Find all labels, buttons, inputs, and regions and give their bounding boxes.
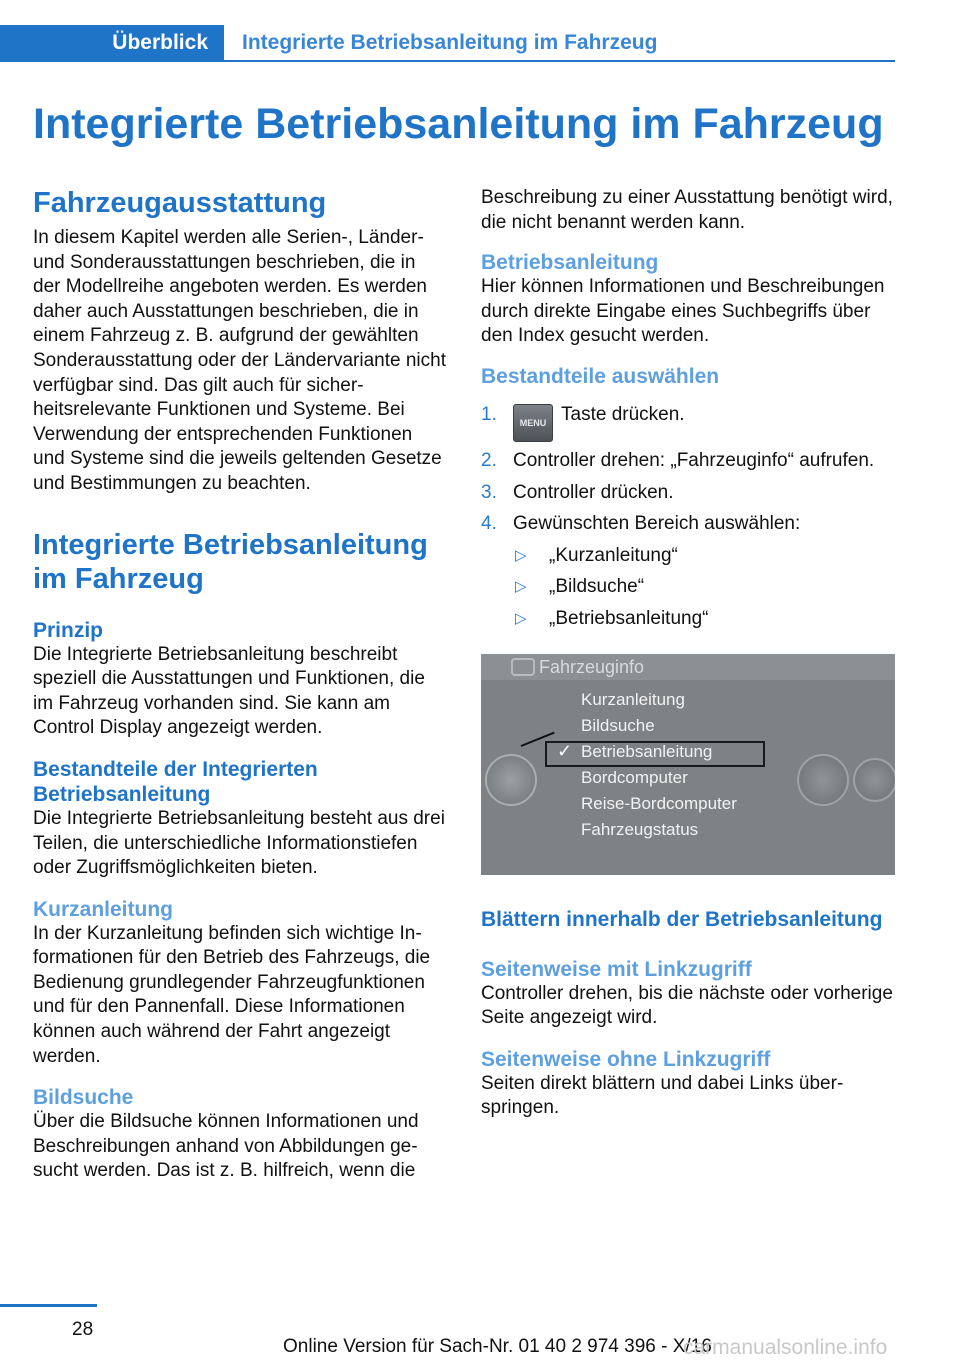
menu-button-icon: MENU <box>513 404 553 442</box>
heading-blaettern: Blättern innerhalb der Betriebsanleitung <box>481 907 883 931</box>
triangle-bullet-icon: ▷ <box>515 578 527 596</box>
control-display-screenshot <box>481 654 895 875</box>
step-number: 2. <box>481 449 497 471</box>
car-info-icon <box>511 658 535 676</box>
heading-betriebsanleitung: Betriebsanleitung <box>481 251 659 275</box>
step-text: Gewünschten Bereich auswählen: <box>513 513 801 535</box>
controller-left-icon <box>485 754 537 806</box>
triangle-bullet-icon: ▷ <box>515 546 527 564</box>
right-column <box>481 186 896 1121</box>
heading-mit-linkzugriff: Seitenweise mit Linkzugriff <box>481 957 752 981</box>
step-text: Controller drehen: „Fahrzeuginfo“ aufrufen. <box>513 449 875 471</box>
substep-text: „Kurzanleitung“ <box>549 544 678 566</box>
substep-text: „Betriebsanleitung“ <box>549 607 709 629</box>
screen-menu-item: Bildsuche <box>581 715 655 735</box>
controller-right-icon <box>797 754 849 806</box>
step-number: 4. <box>481 513 497 535</box>
screen-menu-item-selected: Betriebsanleitung <box>581 741 713 761</box>
substep-item <box>481 607 896 632</box>
substep-item <box>481 544 896 569</box>
heading-kurzanleitung: Kurzanleitung <box>33 897 173 921</box>
substeps-list <box>481 544 896 632</box>
watermark: carmanualsonline.info <box>683 1336 888 1359</box>
step-item <box>481 512 896 537</box>
section-tab-label: Überblick <box>112 31 208 54</box>
header-rule <box>0 60 895 62</box>
steps-list <box>481 403 896 537</box>
step-text: Taste drücken. <box>561 403 685 425</box>
screen-menu-item: Reise-Bordcomputer <box>581 793 737 813</box>
heading-bestandteile: Bestandteile der Integrierten Betriebsanleitung <box>33 757 318 806</box>
paragraph-bildsuche: Über die Bildsuche können Informationen und Beschreibungen anhand von Abbildungen gesucht werden. Das ist z. B. hilfreich, wenn die <box>33 1111 419 1182</box>
step-number: 3. <box>481 481 497 503</box>
step-number: 1. <box>481 403 497 425</box>
controller-far-right-icon <box>853 758 895 802</box>
screen-header-label: Fahrzeuginfo <box>539 656 645 677</box>
screen-menu-item: Bordcomputer <box>581 767 688 787</box>
paragraph-bestandteile: Die Integrierte Betriebsanleitung besteht aus drei Teilen, die unterschiedliche Informationstiefen oder Zugriffsmöglichkeiten bieten. <box>33 807 445 879</box>
paragraph-betriebsanleitung: Hier können Informationen und Beschreibungen durch direkte Eingabe eines Suchbegriffs über den Index gesucht werden. <box>481 276 885 347</box>
step-text: Controller drücken. <box>513 481 674 503</box>
substep-text: „Bildsuche“ <box>549 576 645 598</box>
page-title: Integrierte Betriebsanleitung im Fahrzeug <box>33 100 884 148</box>
heading-ohne-linkzugriff: Seitenweise ohne Linkzugriff <box>481 1047 771 1071</box>
paragraph-kurzanleitung: In der Kurzanleitung befinden sich wichtige Informationen für den Betrieb des Fahrzeugs, die Bedienung grundlegender Fahrzeugfunktionen und für den Pannenfall. Diese Informationen können auch während der Fahrt angezeigt werden. <box>33 922 431 1067</box>
header-title-label: Integrierte Betriebsanleitung im Fahrzeug <box>242 31 658 54</box>
heading-bildsuche: Bildsuche <box>33 1086 134 1110</box>
triangle-bullet-icon: ▷ <box>515 609 527 627</box>
online-version-text: Online Version für Sach-Nr. 01 40 2 974 396 - X/16 <box>283 1336 712 1357</box>
paragraph-prinzip: Die Integrierte Betriebsanleitung beschreibt speziell die Ausstattungen und Funktionen, die im Fahrzeug vorhanden sind. Sie kann am Control Display angezeigt werden. <box>33 643 425 739</box>
left-column <box>33 186 448 1184</box>
step-item <box>481 403 896 442</box>
screen-menu-item: Fahrzeugstatus <box>581 819 699 839</box>
paragraph-fahrzeugausstattung: In diesem Kapitel werden alle Serien-, Länder- und Sonderausstattungen beschrieben, die in der Modellreihe angeboten werden. Es werden daher auch Ausstattungen beschrieben, die in einem Fahrzeug z. B. aufgrund der gewählten Sonderausstattung oder der Ländervariante nicht verfügbar sind. Das gilt auch für sicherheitsrelevante Funktionen und Systeme. Bei Verwendung der entsprechenden Funktionen und Systeme sind die jeweils geltenden Gesetze und Bestimmungen zu beachten. <box>33 227 446 494</box>
page-number: 28 <box>72 1319 94 1340</box>
step-item <box>481 481 896 506</box>
header-title <box>242 25 657 61</box>
heading-fahrzeugausstattung: Fahrzeugausstattung <box>33 187 327 219</box>
substep-item <box>481 575 896 600</box>
paragraph-ohne-linkzugriff: Seiten direkt blättern und dabei Links überspringen. <box>481 1072 844 1119</box>
heading-bestandteile-auswaehlen: Bestandteile auswählen <box>481 364 720 388</box>
screen-menu-item: Kurzanleitung <box>581 689 685 709</box>
heading-integrierte-betriebsanleitung: Integrierte Betriebsanleitung im Fahrzeug <box>33 528 428 595</box>
section-tab <box>0 25 224 61</box>
footer-rule <box>0 1304 97 1307</box>
paragraph-bildsuche-continued: Beschreibung zu einer Ausstattung benötigt wird, die nicht benannt werden kann. <box>481 187 893 233</box>
checkmark-icon: ✓ <box>557 740 573 761</box>
paragraph-mit-linkzugriff: Controller drehen, bis die nächste oder vorherige Seite angezeigt wird. <box>481 982 893 1029</box>
heading-prinzip: Prinzip <box>33 618 104 642</box>
step-item <box>481 449 896 474</box>
